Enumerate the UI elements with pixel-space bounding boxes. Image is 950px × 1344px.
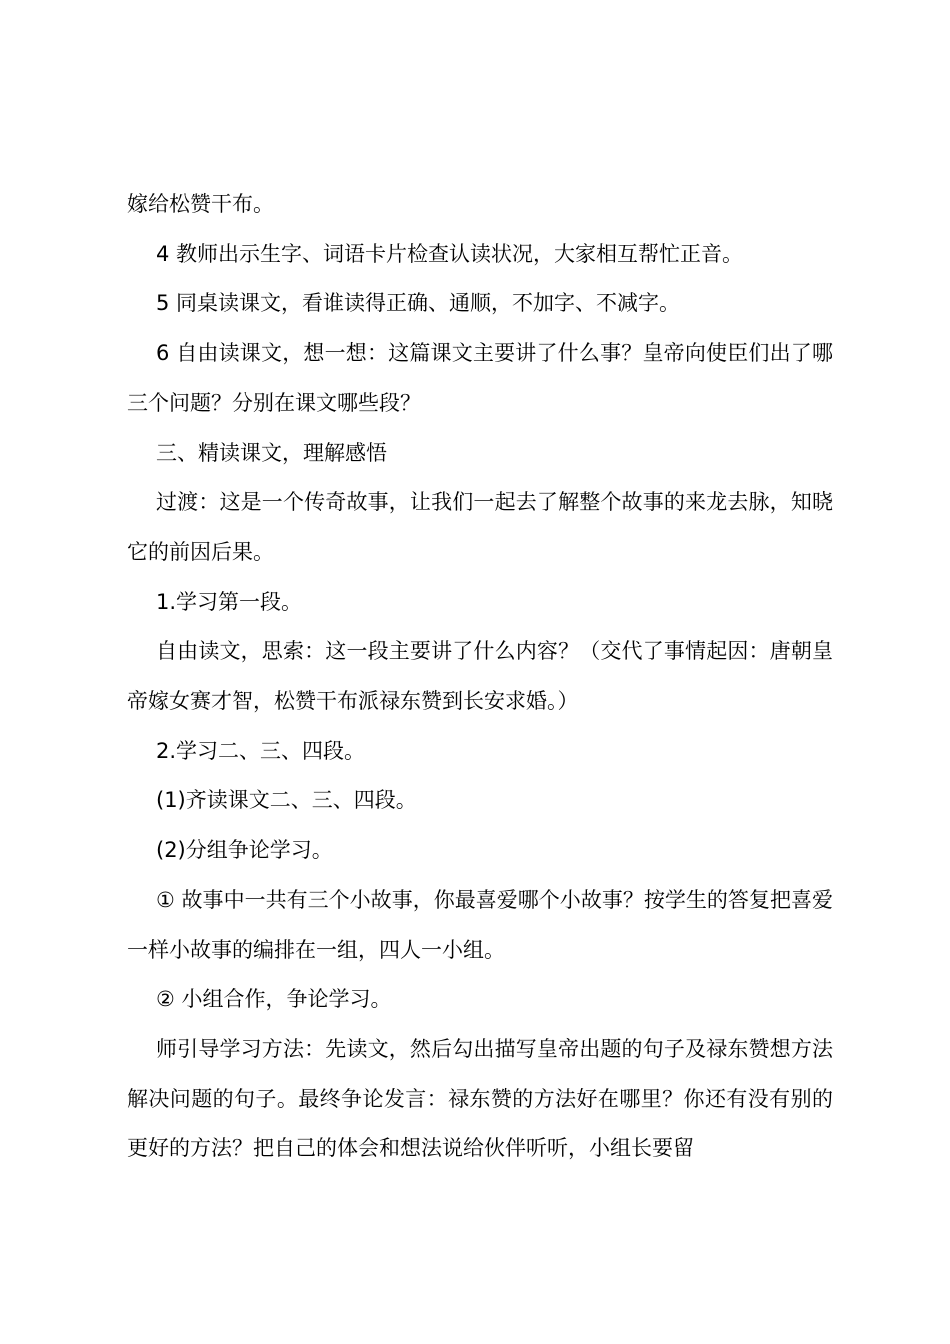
- document-page: [127, 180, 833, 1174]
- list-item: ① 故事中一共有三个小故事，你最喜爱哪个小故事？按学生的答复把喜爱一样小故事的编排在一组，四人一小组。: [127, 887, 833, 962]
- list-item: (2)分组争论学习。: [156, 838, 333, 863]
- paragraph: 4 教师出示生字、词语卡片检查认读状况，大家相互帮忙正音。: [156, 241, 744, 266]
- paragraph: 嫁给松赞干布。: [127, 192, 274, 216]
- paragraph: 师引导学习方法：先读文，然后勾出描写皇帝出题的句子及禄东赞想方法解决问题的句子。最终争论发言：禄东赞的方法好在哪里？你还有没有别的更好的方法？把自己的体会和想法说给伙伴听听，小组长要留: [127, 1036, 833, 1161]
- paragraph: 自由读文，思索：这一段主要讲了什么内容？（交代了事情起因：唐朝皇帝嫁女赛才智，松赞干布派禄东赞到长安求婚。）: [127, 639, 833, 714]
- paragraph: 过渡：这是一个传奇故事，让我们一起去了解整个故事的来龙去脉，知晓它的前因后果。: [127, 490, 833, 564]
- paragraph: 5 同桌读课文，看谁读得正确、通顺，不加字、不减字。: [156, 291, 681, 316]
- list-item: 2.学习二、三、四段。: [156, 738, 366, 763]
- list-item: ② 小组合作，争论学习。: [156, 987, 392, 1012]
- list-item: 1.学习第一段。: [156, 589, 303, 614]
- list-item: (1)齐读课文二、三、四段。: [156, 788, 417, 813]
- section-heading: 三、精读课文，理解感悟: [156, 440, 387, 465]
- paragraph: 6 自由读课文，想一想：这篇课文主要讲了什么事？皇帝向使臣们出了哪三个问题？分别在课文哪些段？: [127, 341, 833, 415]
